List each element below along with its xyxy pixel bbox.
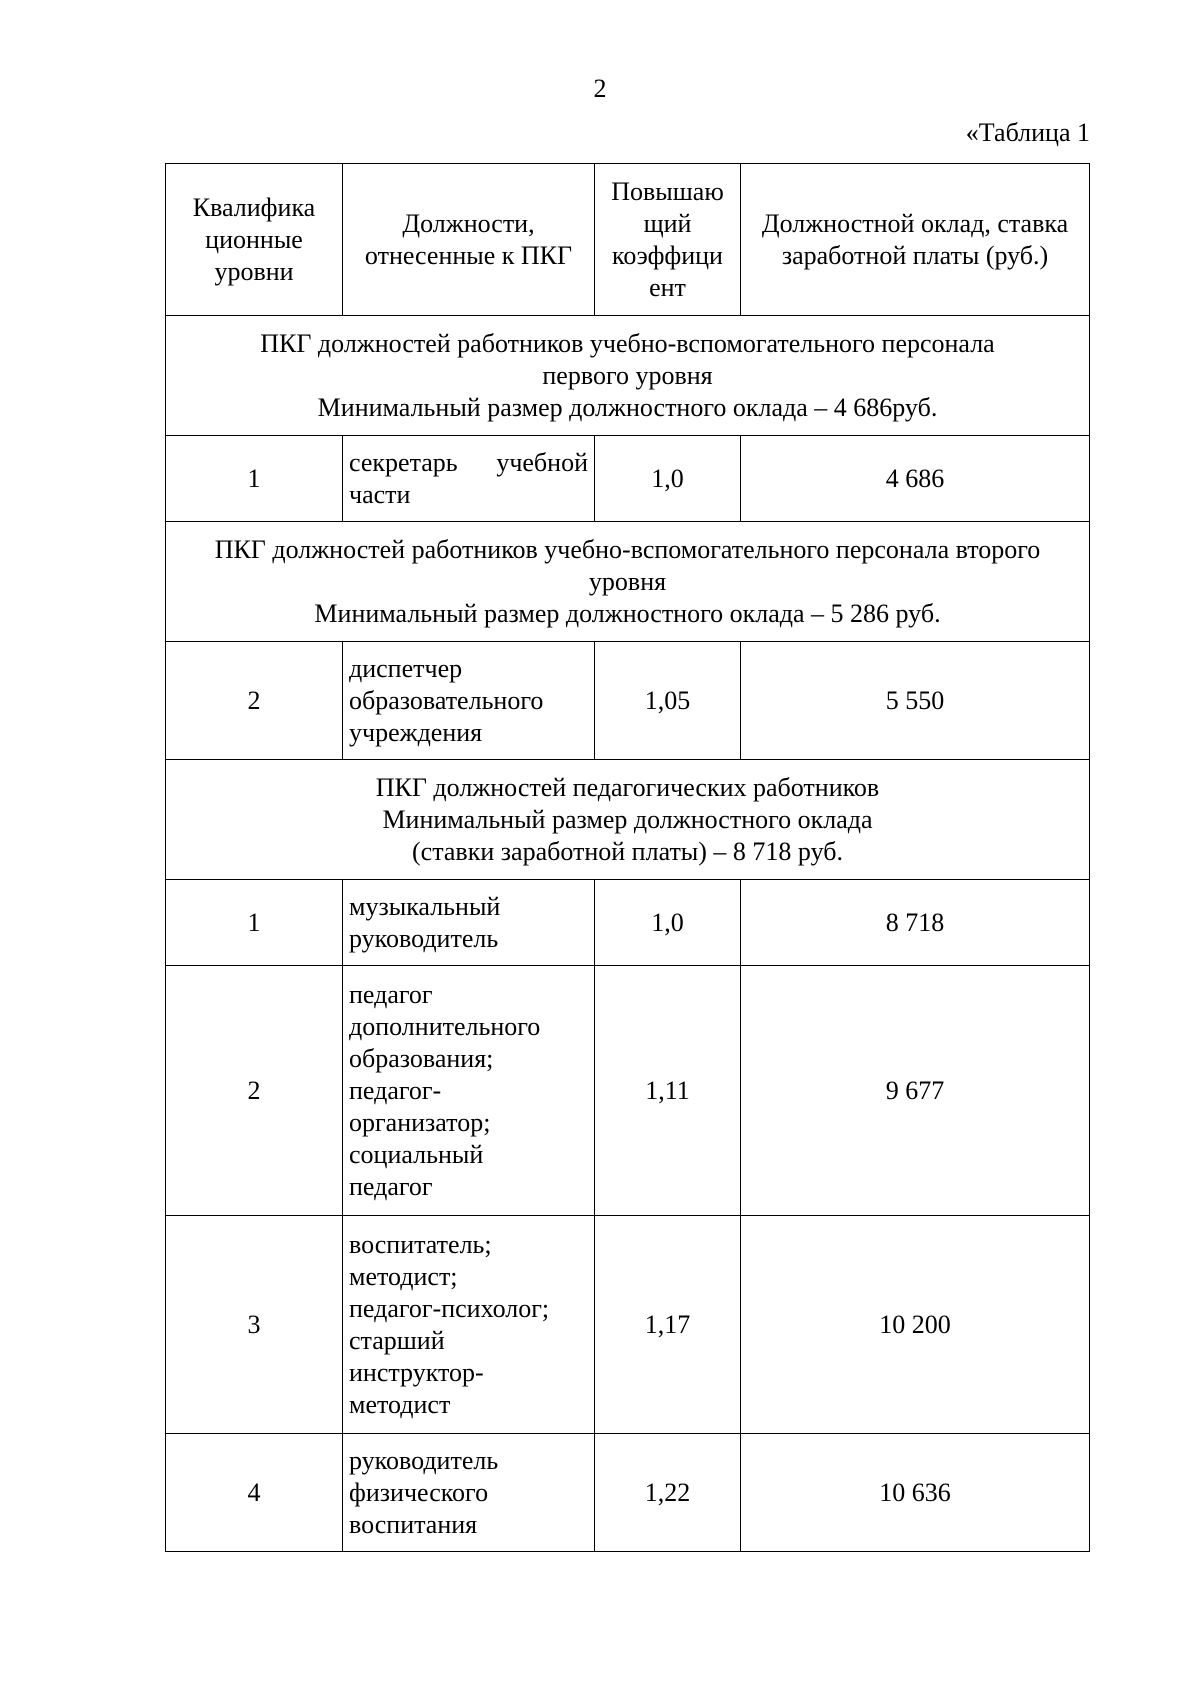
position-line: руководитель (349, 923, 499, 953)
header-positions (343, 164, 595, 316)
positions-cell (343, 966, 595, 1216)
group-title-line: первого уровня (542, 360, 713, 390)
header-line: Должностной оклад, ставка (761, 208, 1069, 238)
position-line: секретарь учебной (349, 447, 588, 477)
header-line: Повышаю (611, 176, 724, 206)
position-line: физического (349, 1477, 489, 1507)
salary-cell: 5 550 (741, 642, 1090, 760)
header-coefficient (595, 164, 741, 316)
table-row (166, 436, 1090, 522)
position-line: образования; (349, 1043, 494, 1073)
qualification-level-cell: 2 (166, 642, 343, 760)
header-line: ционные (205, 224, 303, 254)
positions-cell (343, 642, 595, 760)
group-title (166, 522, 1090, 642)
header-line: Квалифика (192, 192, 316, 222)
position-line: социальный (349, 1139, 484, 1169)
salary-cell: 9 677 (741, 966, 1090, 1216)
table-row (166, 880, 1090, 966)
header-line: ент (649, 272, 686, 302)
group-title-line: (ставки заработной платы) – 8 718 руб. (412, 836, 843, 866)
page-number: 2 (593, 74, 607, 103)
position-line: педагог (349, 1171, 433, 1201)
table-row (166, 642, 1090, 760)
header-line: заработной платы (руб.) (781, 240, 1049, 270)
position-line: музыкальный (349, 891, 501, 921)
coefficient-cell: 1,22 (595, 1434, 741, 1552)
position-line: части (349, 479, 411, 509)
group-title (166, 316, 1090, 436)
table-row (166, 1434, 1090, 1552)
header-qualification-levels (166, 164, 343, 316)
position-line: воспитания (349, 1509, 478, 1539)
position-line: образовательного (349, 685, 544, 715)
table-header-row (166, 164, 1090, 316)
positions-cell (343, 1434, 595, 1552)
group-header-row (166, 760, 1090, 880)
qualification-level-cell: 3 (166, 1216, 343, 1434)
salary-cell: 8 718 (741, 880, 1090, 966)
positions-cell (343, 880, 595, 966)
group-header-row (166, 522, 1090, 642)
position-line: воспитатель; (349, 1229, 492, 1259)
group-title-line: ПКГ должностей работников учебно-вспомогательного персонала второго (214, 534, 1041, 564)
coefficient-cell: 1,11 (595, 966, 741, 1216)
position-line: методист (349, 1389, 451, 1419)
group-title-line: Минимальный размер должностного оклада – 4 686руб. (317, 392, 938, 422)
qualification-level-cell: 1 (166, 436, 343, 522)
salary-table (165, 163, 1090, 1552)
header-line: коэффици (612, 240, 723, 270)
table-row (166, 966, 1090, 1216)
group-title (166, 760, 1090, 880)
coefficient-cell: 1,0 (595, 880, 741, 966)
group-title-line: ПКГ должностей педагогических работников (375, 772, 880, 802)
header-line: отнесенные к ПКГ (364, 240, 573, 270)
group-title-line: уровня (588, 566, 667, 596)
position-line: диспетчер (349, 653, 463, 683)
qualification-level-cell: 1 (166, 880, 343, 966)
qualification-level-cell: 2 (166, 966, 343, 1216)
coefficient-cell: 1,0 (595, 436, 741, 522)
salary-cell: 10 636 (741, 1434, 1090, 1552)
qualification-level-cell: 4 (166, 1434, 343, 1552)
position-line: организатор; (349, 1107, 491, 1137)
group-title-line: Минимальный размер должностного оклада (382, 804, 873, 834)
header-line: уровни (214, 256, 294, 286)
header-salary (741, 164, 1090, 316)
position-line: учреждения (349, 717, 483, 747)
header-line: щий (643, 208, 692, 238)
group-header-row (166, 316, 1090, 436)
salary-cell: 10 200 (741, 1216, 1090, 1434)
salary-cell: 4 686 (741, 436, 1090, 522)
position-line: методист; (349, 1261, 458, 1291)
position-line: педагог-психолог; (349, 1293, 550, 1323)
group-title-line: ПКГ должностей работников учебно-вспомогательного персонала (260, 328, 995, 358)
table-caption: «Таблица 1 (965, 118, 1090, 147)
position-line: дополнительного (349, 1011, 541, 1041)
coefficient-cell: 1,17 (595, 1216, 741, 1434)
position-line: педагог- (349, 1075, 442, 1105)
position-line: педагог (349, 979, 433, 1009)
positions-cell (343, 436, 595, 522)
group-title-line: Минимальный размер должностного оклада – 5 286 руб. (314, 598, 941, 628)
header-line: Должности, (402, 208, 535, 238)
table-row (166, 1216, 1090, 1434)
position-line: руководитель (349, 1445, 499, 1475)
position-line: инструктор- (349, 1357, 484, 1387)
position-line: старший (349, 1325, 445, 1355)
coefficient-cell: 1,05 (595, 642, 741, 760)
positions-cell (343, 1216, 595, 1434)
